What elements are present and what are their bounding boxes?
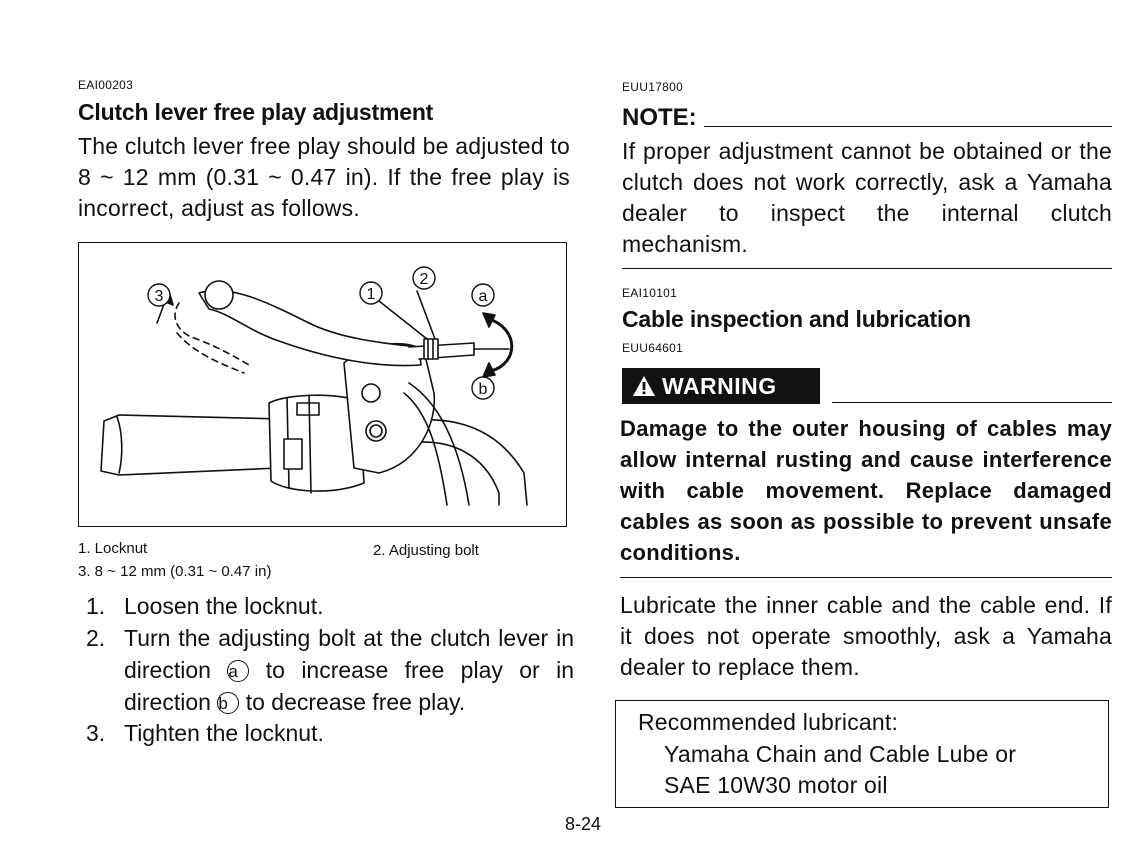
svg-text:3: 3: [154, 288, 164, 305]
direction-b-mark: b: [217, 692, 239, 714]
section-heading: Clutch lever free play adjustment: [78, 99, 434, 125]
step-2-part-1: Turn the adjusting bolt at the clutch lever in direction: [124, 625, 574, 683]
warning-badge: [622, 368, 820, 404]
caption-locknut: 1. Locknut: [78, 540, 148, 557]
note-end-rule: [622, 268, 1112, 269]
caption-free-play: 3. 8 ~ 12 mm (0.31 ~ 0.47 in): [78, 563, 272, 580]
recommended-lubricant-box: [615, 700, 1109, 808]
caption-adjusting-bolt: 2. Adjusting bolt: [373, 542, 479, 559]
warning-end-rule: [620, 577, 1112, 578]
step-text: Loosen the locknut.: [124, 593, 324, 619]
section-code: EAI00203: [78, 78, 134, 92]
lubricant-line-1: Yamaha Chain and Cable Lube or: [664, 741, 1017, 767]
svg-text:1: 1: [366, 286, 376, 303]
step-text: [124, 622, 574, 718]
step-2-part-2: to increase free play or in direction: [124, 657, 575, 715]
clutch-lever-figure: [78, 242, 567, 527]
page-number: 8-24: [565, 814, 602, 834]
step-number: 2.: [86, 625, 106, 651]
note-label: NOTE:: [622, 104, 697, 131]
lubricant-title: Recommended lubricant:: [638, 709, 899, 735]
callout-1: [360, 282, 382, 304]
svg-text:b: b: [478, 381, 488, 398]
step-number: 3.: [86, 720, 106, 746]
svg-text:2: 2: [419, 271, 429, 288]
intro-paragraph: The clutch lever free play should be adjusted to 8 ~ 12 mm (0.31 ~ 0.47 in). If the free play is incorrect, adjust as follows.: [78, 133, 570, 221]
callout-a: [472, 284, 494, 306]
section-code: EAI10101: [622, 286, 678, 300]
note-rule: [704, 126, 1112, 127]
svg-text:a: a: [478, 288, 488, 305]
lubricant-line-2: SAE 10W30 motor oil: [664, 772, 888, 798]
callout-b: [472, 377, 494, 399]
lubrication-paragraph: Lubricate the inner cable and the cable end. If it does not operate smoothly, ask a Yamaha dealer to replace them.: [620, 592, 1112, 680]
section-heading: Cable inspection and lubrication: [622, 306, 971, 332]
warning-rule: [832, 402, 1112, 403]
callout-2: [413, 267, 435, 289]
step-number: 1.: [86, 593, 106, 619]
step-2-part-3: to decrease free play.: [245, 689, 466, 715]
step-text: Tighten the locknut.: [124, 720, 324, 746]
note-text: If proper adjustment cannot be obtained or the clutch does not work correctly, ask a Yamaha dealer to inspect the internal clutch mechanism.: [622, 138, 1112, 257]
clutch-lever-illustration: [79, 243, 566, 526]
note-code: EUU17800: [622, 80, 684, 94]
warning-code: EUU64601: [622, 341, 684, 355]
callout-3: [148, 284, 170, 306]
warning-label: WARNING: [662, 372, 777, 399]
direction-a-mark: a: [227, 660, 249, 682]
warning-triangle-icon: [632, 375, 656, 397]
warning-text: Damage to the outer housing of cables may allow internal rusting and cause interference with cable movement. Replace damaged cables as soon as possible to prevent unsafe conditions.: [620, 416, 1112, 565]
